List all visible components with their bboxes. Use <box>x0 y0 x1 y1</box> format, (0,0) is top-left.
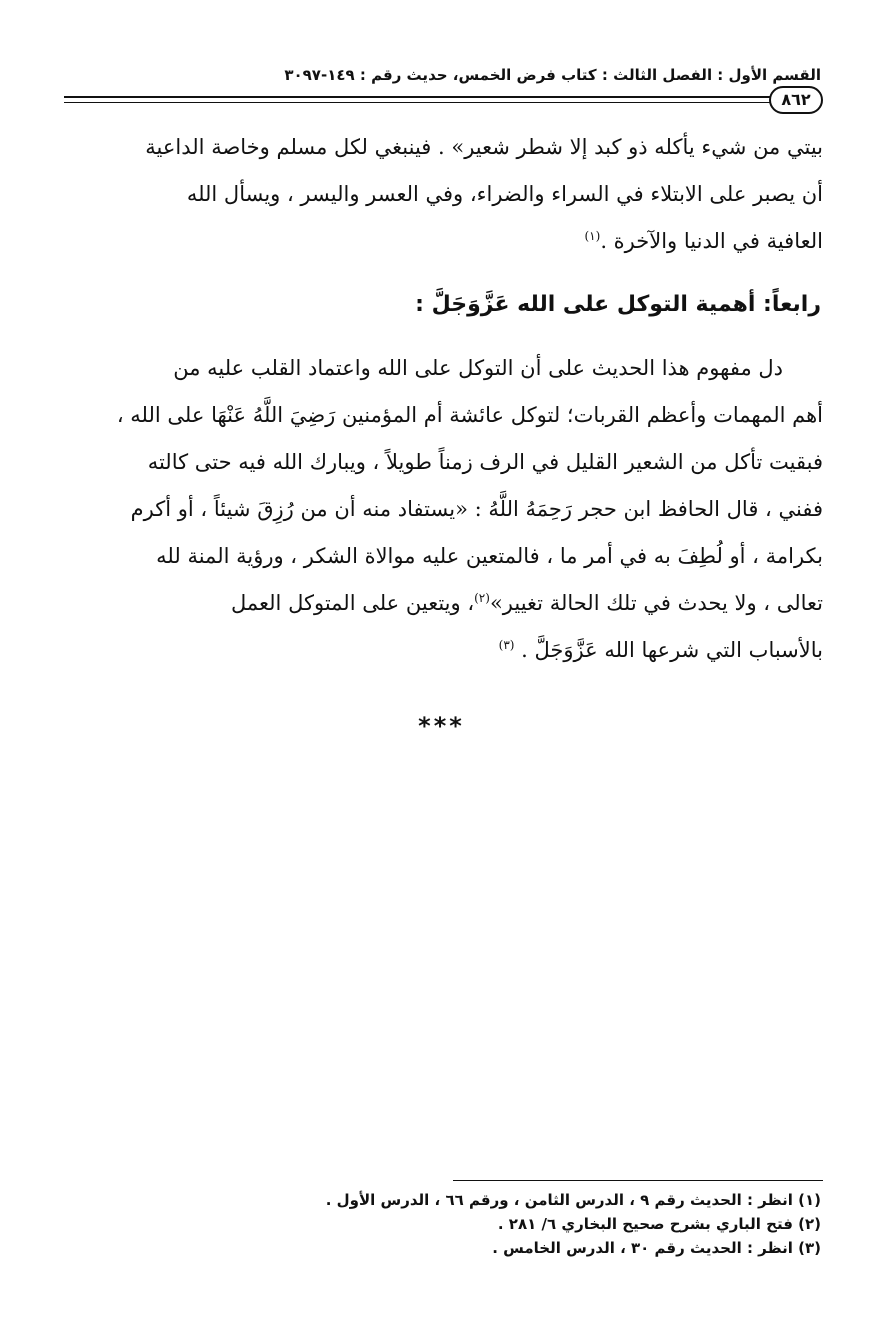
footnote-ref-2: (٢) <box>474 591 490 605</box>
section-heading: رابعاً: أهمية التوكل على الله عَزَّوَجَلَّ : <box>415 292 821 317</box>
paragraph-2-line: بكرامة ، أو لُطِفَ به في أمر ما ، فالمتعين عليه موالاة الشكر ، ورؤية المنة لله <box>156 544 823 568</box>
paragraph-1-line <box>64 218 823 265</box>
paragraph-1-line-text: العافية في الدنيا والآخرة . <box>600 229 823 253</box>
paragraph-2-line: ففني ، قال الحافظ ابن حجر رَحِمَهُ اللَّهُ : «يستفاد منه أن من رُزِقَ شيئاً ، أو أكرم <box>130 497 823 521</box>
footnote-2: (٢) فتح الباري بشرح صحيح البخاري ٦/ ٢٨١ . <box>497 1215 821 1233</box>
footnote-3: (٣) انظر : الحديث رقم ٣٠ ، الدرس الخامس . <box>492 1239 821 1257</box>
paragraph-2-line-text: بالأسباب التي شرعها الله عَزَّوَجَلَّ . <box>521 638 823 662</box>
page-number: ٨٦٢ <box>769 86 823 114</box>
paragraph-2-line <box>64 580 823 627</box>
footnotes <box>64 1188 821 1260</box>
footnote-ref-3: (٣) <box>498 638 515 652</box>
paragraph-1-line: بيتي من شيء يأكله ذو كبد إلا شطر شعير» . فينبغي لكل مسلم وخاصة الداعية <box>145 135 823 159</box>
paragraph-2-line: دل مفهوم هذا الحديث على أن التوكل على الله واعتماد القلب عليه من <box>173 356 783 380</box>
paragraph-1 <box>64 124 823 265</box>
paragraph-2-line <box>64 627 823 674</box>
paragraph-1-line: أن يصبر على الابتلاء في السراء والضراء، وفي العسر واليسر ، ويسأل الله <box>186 182 823 206</box>
paragraph-2 <box>64 345 823 674</box>
paragraph-2-line: فبقيت تأكل من الشعير القليل في الرف زمناً طويلاً ، ويبارك الله فيه حتى كالته <box>147 450 823 474</box>
footnote-1: (١) انظر : الحديث رقم ٩ ، الدرس الثامن ، ورقم ٦٦ ، الدرس الأول . <box>325 1191 821 1209</box>
header-rule <box>64 96 773 103</box>
paragraph-2-line-text: تعالى ، ولا يحدث في تلك الحالة تغيير» <box>489 591 823 615</box>
paragraph-2-line: أهم المهمات وأعظم القربات؛ لتوكل عائشة أم المؤمنين رَضِيَ اللَّهُ عَنْهَا على الله ، <box>116 403 823 427</box>
paragraph-2-line-text: ، ويتعين على المتوكل العمل <box>230 591 475 615</box>
section-separator: *** <box>418 712 465 740</box>
footnote-rule <box>453 1180 823 1181</box>
footnote-ref-1: (١) <box>584 229 601 243</box>
running-head: القسم الأول : الفصل الثالث : كتاب فرض الخمس، حديث رقم : ١٤٩-٣٠٩٧ <box>284 66 821 84</box>
